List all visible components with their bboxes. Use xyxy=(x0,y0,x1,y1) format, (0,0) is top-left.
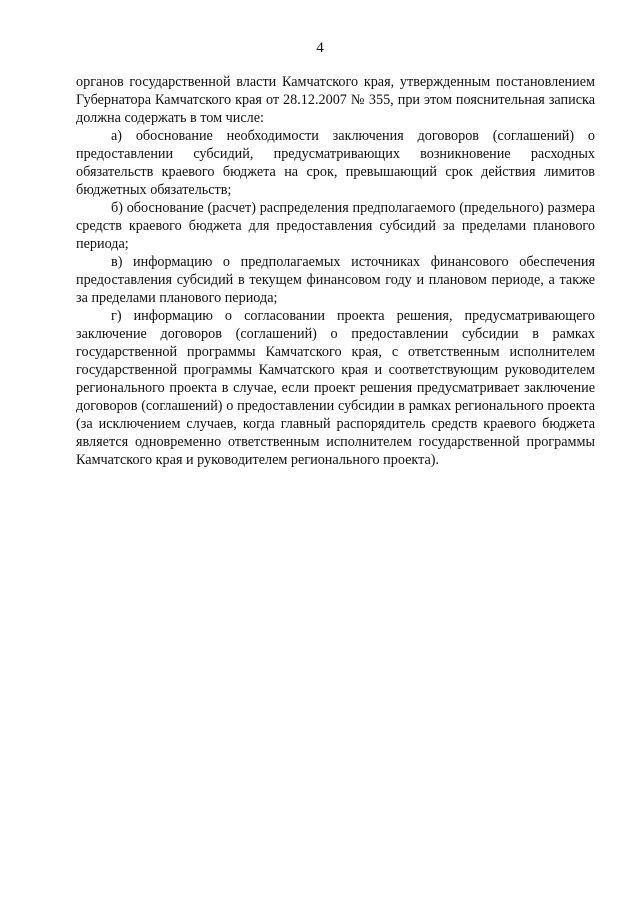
paragraph-continuation: органов государственной власти Камчатского края, утвержденным постановлением Губернатора Камчатского края от 28.12.2007 № 355, при этом пояснительная записка должна содержать в том числе: xyxy=(76,74,595,126)
document-body xyxy=(76,73,595,469)
paragraph-item-b: б) обоснование (расчет) распределения предполагаемого (предельного) размера средств краевого бюджета для предоставления субсидий за пределами планового периода; xyxy=(76,200,595,252)
paragraph-item-v: в) информацию о предполагаемых источниках финансового обеспечения предоставления субсидий в текущем финансовом году и плановом периоде, а также за пределами планового периода; xyxy=(76,254,595,306)
paragraph-item-g: г) информацию о согласовании проекта решения, предусматривающего заключение договоров (соглашений) о предоставлении субсидии в рамках государственной программы Камчатского края, с ответственным исполнителем государственной программы Камчатского края и соответствующим руководителем регионального проекта в случае, если проект решения предусматривает заключение договоров (соглашений) о предоставлении субсидии в рамках регионального проекта (за исключением случаев, когда главный распорядитель средств краевого бюджета является одновременно ответственным исполнителем государственной программы Камчатского края и руководителем регионального проекта). xyxy=(76,308,595,468)
page-number: 4 xyxy=(316,40,324,56)
paragraph-item-a: а) обоснование необходимости заключения договоров (соглашений) о предоставлении субсидий, предусматривающих возникновение расходных обязательств краевого бюджета на срок, превышающий срок действия лимитов бюджетных обязательств; xyxy=(76,128,595,198)
